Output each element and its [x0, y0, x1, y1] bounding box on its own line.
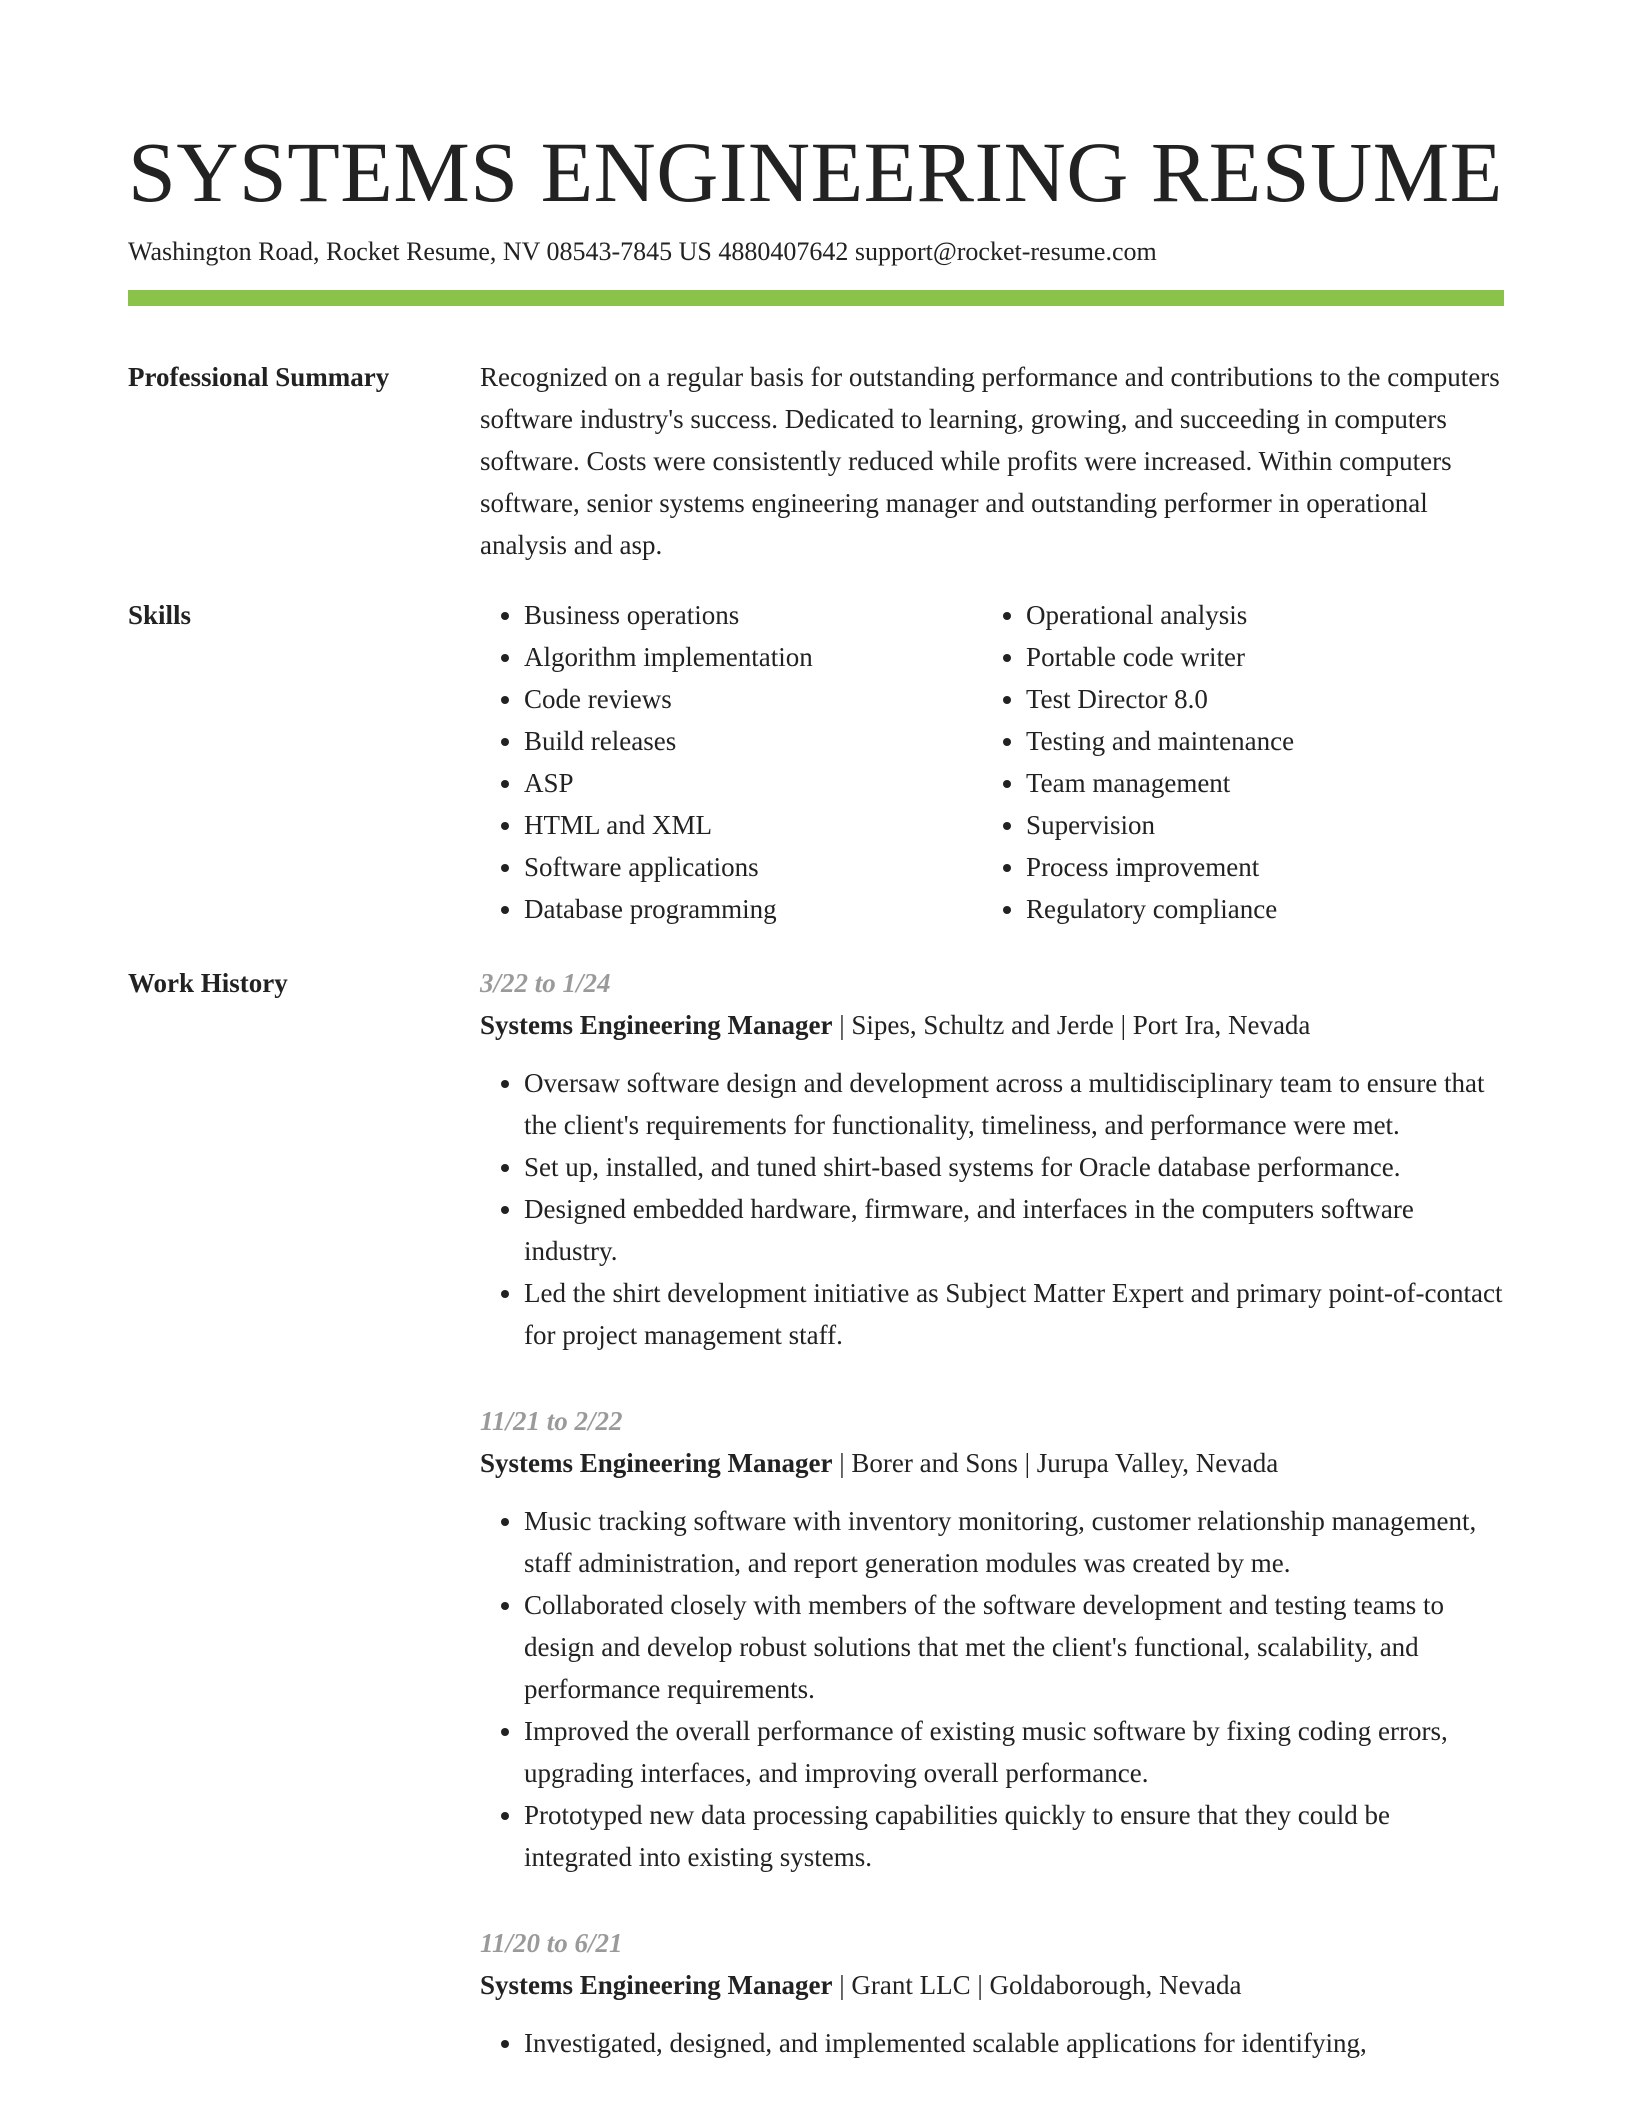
accent-divider — [128, 290, 1504, 306]
skills-list-right — [982, 594, 1504, 930]
job-dates: 3/22 to 1/24 — [480, 968, 611, 998]
job-bullet: • Prototyped new data processing capabilities quickly to ensure that they could be integrated into existing systems. — [524, 1794, 1504, 1878]
section-heading-summary: Professional Summary — [128, 362, 390, 392]
job-bullet: • Led the shirt development initiative as Subject Matter Expert and primary point-of-contact for project management staff. — [524, 1272, 1504, 1356]
job-bullet: • Improved the overall performance of existing music software by fixing coding errors, upgrading interfaces, and improving overall performance. — [524, 1710, 1504, 1794]
job-title: Systems Engineering Manager — [480, 1448, 833, 1478]
job-heading — [480, 1004, 1504, 1046]
skill-item: • Regulatory compliance — [1026, 888, 1504, 930]
job-entry — [480, 1922, 1504, 2064]
job-title: Systems Engineering Manager — [480, 1970, 833, 2000]
summary-text: Recognized on a regular basis for outstanding performance and contributions to the computers software industry's success. Dedicated to learning, growing, and succeeding in computers software. Costs were consistently reduced while profits were increased. Within computers software, senior systems engineering manager and outstanding performer in operational analysis and asp. — [480, 362, 1500, 560]
job-bullet-list — [480, 1500, 1504, 1878]
skill-item: • Team management — [1026, 762, 1504, 804]
contact-line: Washington Road, Rocket Resume, NV 08543-7845 US 4880407642 support@rocket-resume.com — [128, 237, 1157, 266]
job-bullet: • Music tracking software with inventory monitoring, customer relationship management, staff administration, and report generation modules was created by me. — [524, 1500, 1504, 1584]
skill-item: • HTML and XML — [524, 804, 982, 846]
skill-item: • Database programming — [524, 888, 982, 930]
resume-title: SYSTEMS ENGINEERING RESUME — [128, 124, 1503, 220]
job-heading — [480, 1964, 1504, 2006]
skill-item: • Portable code writer — [1026, 636, 1504, 678]
job-entry — [480, 962, 1504, 1356]
job-dates: 11/21 to 2/22 — [480, 1406, 623, 1436]
job-employer-location: | Borer and Sons | Jurupa Valley, Nevada — [832, 1448, 1279, 1478]
job-bullet-list — [480, 2022, 1504, 2064]
job-entry — [480, 1400, 1504, 1878]
skill-item: • Operational analysis — [1026, 594, 1504, 636]
skill-item: • Software applications — [524, 846, 982, 888]
skills-list-left — [480, 594, 982, 930]
job-title: Systems Engineering Manager — [480, 1010, 833, 1040]
skill-item: • Code reviews — [524, 678, 982, 720]
job-dates: 11/20 to 6/21 — [480, 1928, 623, 1958]
section-heading-skills: Skills — [128, 600, 192, 630]
skill-item: • Process improvement — [1026, 846, 1504, 888]
skill-item: • Build releases — [524, 720, 982, 762]
skill-item: • Business operations — [524, 594, 982, 636]
job-bullet: • Investigated, designed, and implemented scalable applications for identifying, — [524, 2022, 1504, 2064]
job-bullet-list — [480, 1062, 1504, 1356]
job-bullet: • Designed embedded hardware, firmware, and interfaces in the computers software industry. — [524, 1188, 1504, 1272]
section-heading-work-history: Work History — [128, 968, 288, 998]
job-bullet: • Oversaw software design and development across a multidisciplinary team to ensure that the client's requirements for functionality, timeliness, and performance were met. — [524, 1062, 1504, 1146]
skill-item: • Supervision — [1026, 804, 1504, 846]
work-history-section — [128, 962, 1504, 2108]
job-employer-location: | Grant LLC | Goldaborough, Nevada — [832, 1970, 1242, 2000]
skill-item: • Testing and maintenance — [1026, 720, 1504, 762]
professional-summary-section — [128, 356, 1504, 566]
skill-item: • Test Director 8.0 — [1026, 678, 1504, 720]
job-heading — [480, 1442, 1504, 1484]
job-bullet: • Collaborated closely with members of the software development and testing teams to design and develop robust solutions that met the client's functional, scalability, and performance requirements. — [524, 1584, 1504, 1710]
resume-page — [128, 0, 1504, 2108]
job-employer-location: | Sipes, Schultz and Jerde | Port Ira, Nevada — [832, 1010, 1311, 1040]
skill-item: • Algorithm implementation — [524, 636, 982, 678]
job-bullet: • Set up, installed, and tuned shirt-based systems for Oracle database performance. — [524, 1146, 1504, 1188]
skills-section — [128, 594, 1504, 930]
skill-item: • ASP — [524, 762, 982, 804]
